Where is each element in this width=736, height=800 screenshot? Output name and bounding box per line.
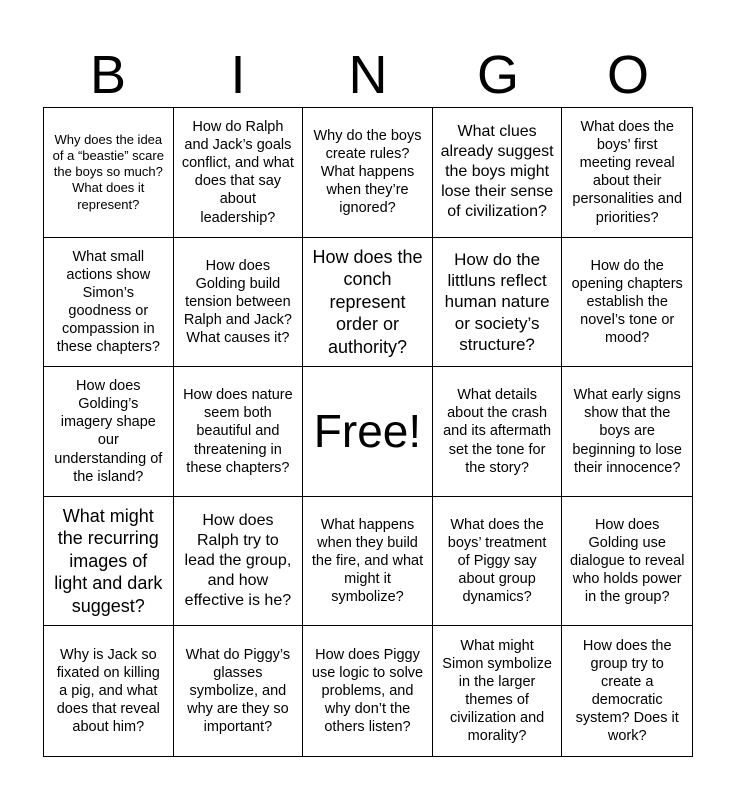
bingo-cell: What details about the crash and its aftermath set the tone for the story? [433, 367, 563, 497]
bingo-cell: How does nature seem both beautiful and threatening in these chapters? [174, 367, 304, 497]
bingo-cell: How does Golding build tension between Ralph and Jack? What causes it? [174, 238, 304, 368]
bingo-cell: How does Piggy use logic to solve problems, and why don’t the others listen? [303, 626, 433, 756]
bingo-cell: How do the opening chapters establish the novel’s tone or mood? [562, 238, 692, 368]
bingo-cell: What does the boys’ treatment of Piggy say about group dynamics? [433, 497, 563, 627]
bingo-cell: What small actions show Simon’s goodness or compassion in these chapters? [44, 238, 174, 368]
header-letter-b: B [89, 45, 127, 105]
bingo-cell: What do Piggy’s glasses symbolize, and why are they so important? [174, 626, 304, 756]
bingo-cell: What might Simon symbolize in the larger themes of civilization and morality? [433, 626, 563, 756]
bingo-header [43, 44, 693, 106]
bingo-cell: How does the conch represent order or authority? [303, 238, 433, 368]
bingo-cell: How do Ralph and Jack’s goals conflict, and what does that say about leadership? [174, 108, 304, 238]
header-letter-o: O [606, 45, 649, 105]
bingo-cell: What happens when they build the fire, and what might it symbolize? [303, 497, 433, 627]
bingo-cell: What does the boys’ first meeting reveal about their personalities and priorities? [562, 108, 692, 238]
bingo-cell: How does Golding’s imagery shape our understanding of the island? [44, 367, 174, 497]
bingo-cell: What might the recurring images of light and dark suggest? [44, 497, 174, 627]
header-letter-n: N [348, 45, 388, 105]
bingo-cell: How does Golding use dialogue to reveal who holds power in the group? [562, 497, 692, 627]
header-letter-g: G [476, 45, 519, 105]
bingo-grid [43, 107, 693, 757]
bingo-cell: Why does the idea of a “beastie” scare the boys so much? What does it represent? [44, 108, 174, 238]
header-letter-i: I [230, 45, 246, 105]
bingo-cell: Why do the boys create rules? What happens when they’re ignored? [303, 108, 433, 238]
bingo-cell: Why is Jack so fixated on killing a pig, and what does that reveal about him? [44, 626, 174, 756]
free-space: Free! [303, 367, 433, 497]
bingo-cell: How do the littluns reflect human nature or society’s structure? [433, 238, 563, 368]
bingo-cell: How does the group try to create a democratic system? Does it work? [575, 637, 679, 745]
bingo-cell: What early signs show that the boys are beginning to lose their innocence? [562, 367, 692, 497]
bingo-cell: How does Ralph try to lead the group, and how effective is he? [174, 497, 304, 627]
bingo-cell: What clues already suggest the boys might lose their sense of civilization? [433, 108, 563, 238]
